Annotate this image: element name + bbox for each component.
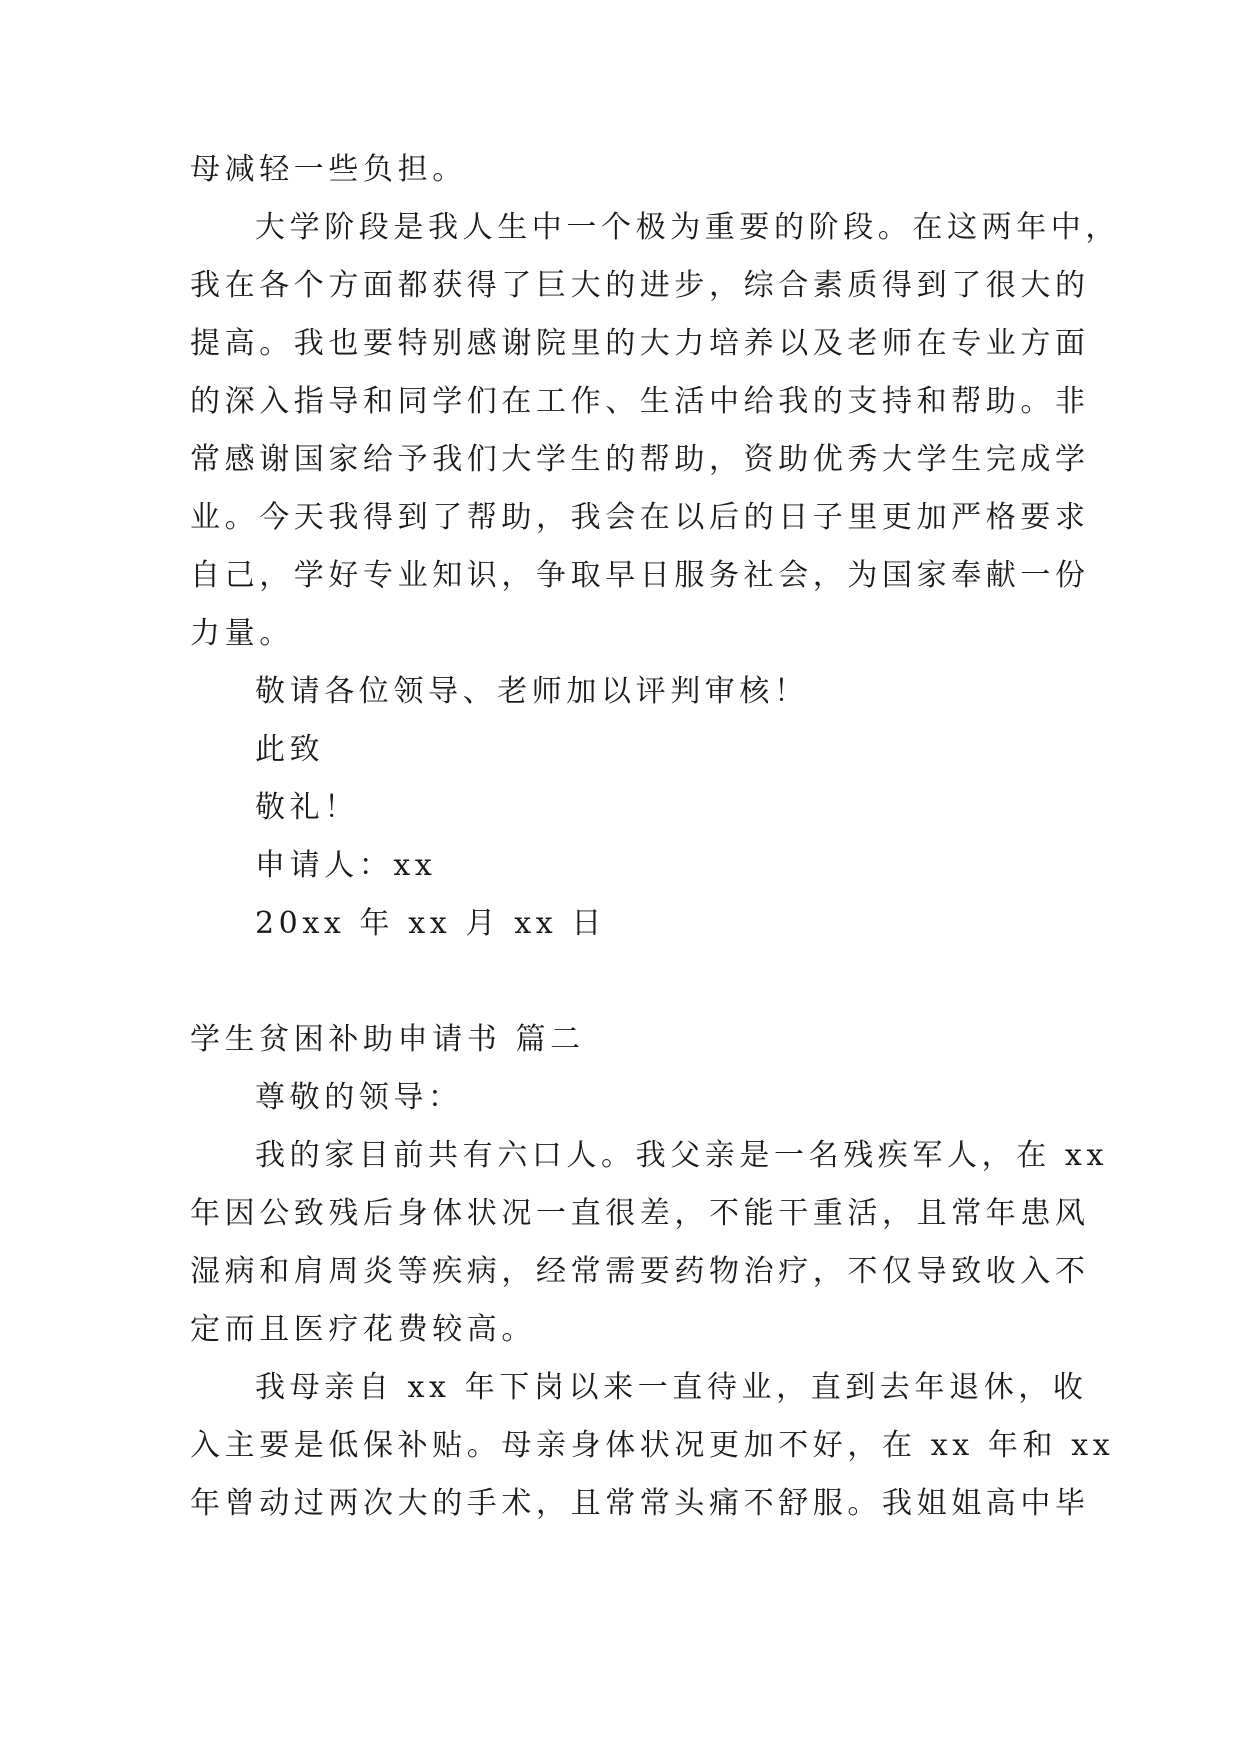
paragraph-start-line: 我母亲自 xx 年下岗以来一直待业，直到去年退休，收 [255, 1370, 1088, 1405]
text-line: 我在各个方面都获得了巨大的进步，综合素质得到了很大的 [190, 268, 1090, 303]
applicant-line: 申请人：xx [255, 848, 437, 883]
text-line: 的深入指导和同学们在工作、生活中给我的支持和帮助。非 [190, 384, 1090, 419]
text-line: 提高。我也要特别感谢院里的大力培养以及老师在专业方面 [190, 326, 1090, 361]
salutation-line: 此致 [255, 732, 325, 767]
paragraph-start-line: 我的家目前共有六口人。我父亲是一名残疾军人，在 xx [255, 1138, 1108, 1173]
text-line: 业。今天我得到了帮助，我会在以后的日子里更加严格要求 [190, 500, 1090, 535]
text-line: 入主要是低保补贴。母亲身体状况更加不好，在 xx 年和 xx [190, 1428, 1115, 1463]
date-line: 20xx 年 xx 月 xx 日 [255, 906, 606, 941]
text-line: 年因公致残后身体状况一直很差，不能干重活，且常年患风 [190, 1196, 1090, 1231]
paragraph-start-line: 大学阶段是我人生中一个极为重要的阶段。在这两年中， [255, 210, 1120, 245]
closing-request-line: 敬请各位领导、老师加以评判审核！ [255, 674, 809, 709]
salutation-line: 敬礼！ [255, 790, 359, 825]
text-line: 年曾动过两次大的手术，且常常头痛不舒服。我姐姐高中毕 [190, 1486, 1090, 1521]
text-line: 母减轻一些负担。 [190, 152, 467, 187]
greeting-line: 尊敬的领导： [255, 1080, 463, 1115]
text-line: 湿病和肩周炎等疾病，经常需要药物治疗，不仅导致收入不 [190, 1254, 1090, 1289]
text-line: 常感谢国家给予我们大学生的帮助，资助优秀大学生完成学 [190, 442, 1090, 477]
text-line: 力量。 [190, 616, 294, 651]
section-title: 学生贫困补助申请书 篇二 [190, 1022, 585, 1057]
text-line: 自己，学好专业知识，争取早日服务社会，为国家奉献一份 [190, 558, 1090, 593]
text-line: 定而且医疗花费较高。 [190, 1312, 536, 1347]
